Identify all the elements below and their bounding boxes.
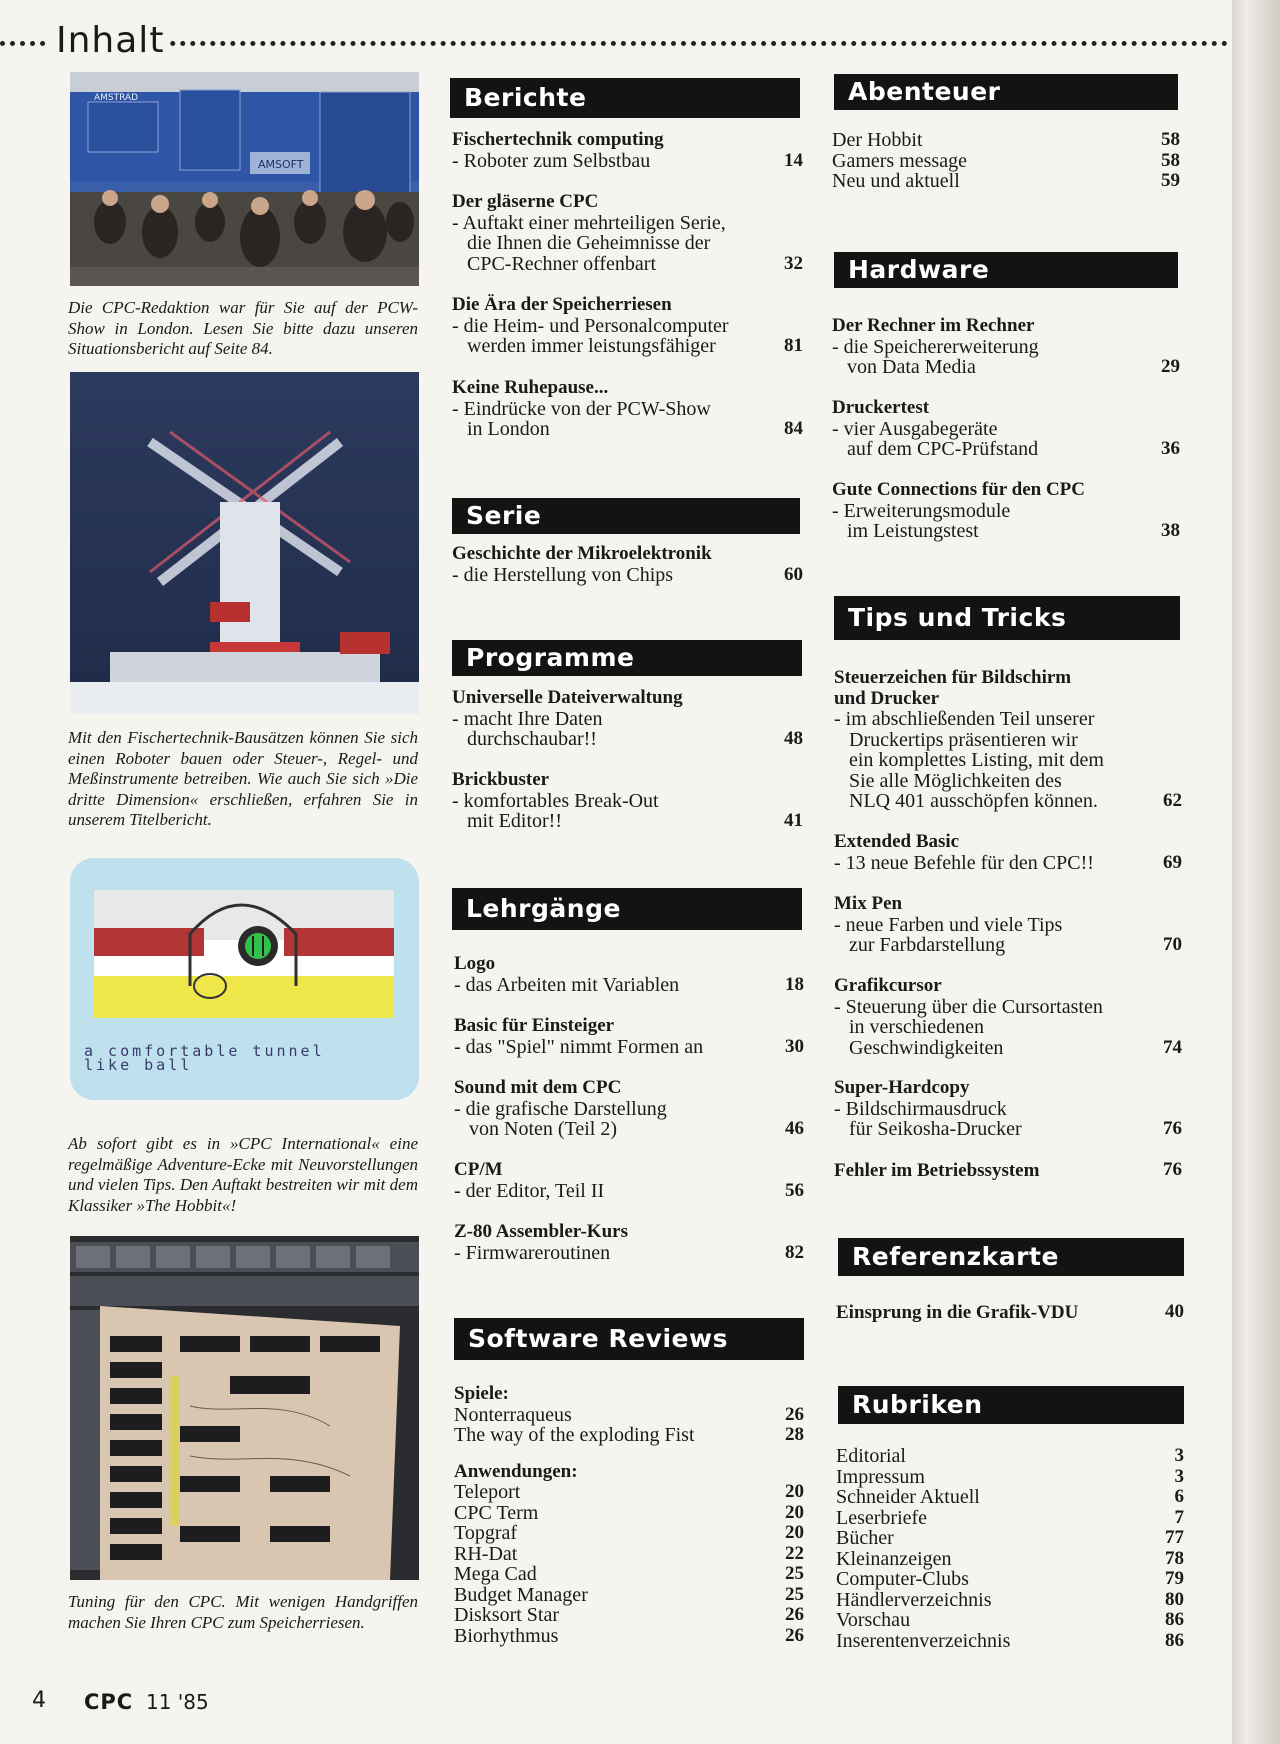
page-number: 26 — [785, 1403, 804, 1425]
photo-memory-board — [70, 1236, 419, 1580]
entry-line: - das Arbeiten mit Variablen — [454, 973, 680, 996]
page-number: 38 — [1161, 520, 1180, 541]
entry-line: auf dem CPC-Prüfstand — [847, 438, 1039, 460]
page-number: 58 — [1161, 149, 1180, 171]
page-number: 60 — [784, 563, 803, 585]
page-number: 41 — [784, 810, 803, 831]
entry-title: Grafikcursor — [834, 975, 942, 996]
footer-magazine-logo: CPC — [84, 1690, 134, 1714]
entry-title: Keine Ruhepause... — [452, 377, 609, 398]
page-number: 22 — [785, 1542, 804, 1564]
page-number: 14 — [784, 149, 803, 171]
entry-line: von Data Media — [847, 356, 976, 378]
footer-issue: 11 '85 — [146, 1690, 209, 1714]
page-title: Inhalt — [50, 20, 170, 61]
entry-line: - Auftakt einer mehrteiligen Serie, — [452, 211, 726, 234]
robot-illustration — [70, 372, 419, 714]
entry-connections — [832, 480, 1180, 542]
item-name: Der Hobbit — [832, 129, 923, 151]
entry-line: - das "Spiel" nimmt Formen an — [454, 1035, 704, 1058]
booth-brand: AMSTRAD — [94, 93, 139, 103]
entry-line: die Ihnen die Geheimnisse der — [467, 232, 711, 254]
item-name: Computer-Clubs — [836, 1568, 969, 1590]
entry-line: - 13 neue Befehle für den CPC!! — [834, 851, 1094, 874]
review-name: Nonterraqueus — [454, 1403, 572, 1426]
entry-title: Universelle Dateiverwaltung — [452, 687, 683, 708]
photo-robot — [70, 372, 419, 714]
screen-line-1: a comfortable tunnel — [84, 1042, 325, 1060]
entry-grafik-vdu — [836, 1302, 1184, 1324]
entry-line: CPC-Rechner offenbart — [467, 252, 657, 275]
page-number: 26 — [785, 1624, 804, 1646]
entry-line: - Eindrücke von der PCW-Show — [452, 397, 711, 420]
page-number: 48 — [784, 728, 803, 749]
entry-line: - die grafische Darstellung — [454, 1097, 667, 1120]
entry-grafikcursor — [834, 976, 1182, 1058]
entry-line: - neue Farben und viele Tips — [834, 913, 1063, 936]
page-number: 79 — [1165, 1568, 1184, 1589]
page-number: 76 — [1163, 1159, 1182, 1180]
page-number: 82 — [785, 1241, 804, 1263]
review-name: Disksort Star — [454, 1604, 559, 1626]
page-number: 86 — [1165, 1629, 1184, 1651]
header-rule — [0, 41, 1228, 46]
entry-fehler — [834, 1160, 1182, 1182]
entry-line: zur Farbdarstellung — [849, 934, 1006, 956]
item-name: Schneider Aktuell — [836, 1486, 980, 1508]
review-name: Biorhythmus — [454, 1624, 559, 1647]
entry-title: Fehler im Betriebssystem — [834, 1160, 1040, 1181]
item-name: Händlerverzeichnis — [836, 1588, 992, 1611]
entry-line: im Leistungstest — [847, 520, 979, 542]
entry-line: Druckertips präsentieren wir — [849, 728, 1078, 751]
entry-druckertest — [832, 398, 1180, 460]
entry-line: ein komplettes Listing, mit dem — [849, 749, 1104, 771]
page-number: 18 — [785, 973, 804, 995]
entry-line: mit Editor!! — [467, 810, 562, 832]
review-name: The way of the exploding Fist — [454, 1424, 695, 1446]
entry-line: - komfortables Break-Out — [452, 789, 659, 812]
entry-line: - der Editor, Teil II — [454, 1179, 605, 1202]
entry-line: NLQ 401 ausschöpfen können. — [849, 790, 1098, 812]
page-number: 30 — [785, 1035, 804, 1057]
entry-speicherriesen — [452, 295, 803, 357]
page-number: 25 — [785, 1563, 804, 1584]
review-name: Topgraf — [454, 1522, 518, 1544]
entry-line: Geschwindigkeiten — [849, 1036, 1004, 1059]
entry-title: CP/M — [454, 1159, 503, 1180]
review-name: Budget Manager — [454, 1583, 588, 1606]
entry-line: - macht Ihre Daten — [452, 707, 603, 730]
entry-line: - Roboter zum Selbstbau — [452, 149, 651, 172]
entry-line: - Erweiterungsmodule — [832, 499, 1011, 522]
entry-rechner-im-rechner — [832, 316, 1180, 378]
page-number: 28 — [785, 1424, 804, 1445]
item-name: Impressum — [836, 1465, 925, 1488]
item-name: Kleinanzeigen — [836, 1547, 952, 1570]
abenteuer-list — [832, 130, 1180, 192]
caption-robot: Mit den Fischertechnik-Bausätzen können Sie sich einen Roboter bauen oder Steuer-, Regel- und Meßinstrumente betreiben. Wie auch Sie sich »Die dritte Dimension« erschließen, erfahren Sie in unserem Titelbericht. — [68, 728, 418, 829]
page-number: 69 — [1163, 851, 1182, 873]
section-referenz-heading: Referenzkarte — [838, 1238, 1184, 1276]
entry-line: - die Speichererweiterung — [832, 335, 1039, 358]
entry-line: - vier Ausgabegeräte — [832, 417, 998, 440]
entry-line: - Firmwareroutinen — [454, 1241, 611, 1264]
page-number: 20 — [785, 1501, 804, 1523]
page-number: 81 — [784, 335, 803, 356]
entry-title: Super-Hardcopy — [834, 1077, 970, 1098]
page-number: 3 — [1174, 1465, 1184, 1487]
entry-line: - Steuerung über die Cursortasten — [834, 995, 1103, 1018]
entry-title: Logo — [454, 953, 496, 974]
item-name: Vorschau — [836, 1609, 911, 1631]
anwendungen-label: Anwendungen: — [454, 1460, 578, 1482]
page-number: 70 — [1163, 934, 1182, 955]
photo-pcw-show — [70, 72, 419, 286]
item-name: Leserbriefe — [836, 1506, 928, 1529]
entry-extended-basic — [834, 832, 1182, 873]
review-name: Teleport — [454, 1481, 521, 1503]
memory-board-illustration — [70, 1236, 419, 1580]
entry-ruhepause — [452, 378, 803, 440]
entry-line: - Bildschirmausdruck — [834, 1097, 1007, 1120]
page-number: 32 — [784, 252, 803, 274]
entry-title: Gute Connections für den CPC — [832, 479, 1085, 500]
item-name: Bücher — [836, 1527, 894, 1549]
entry-mikroelektronik — [452, 544, 803, 585]
entry-line: - im abschließenden Teil unserer — [834, 708, 1095, 730]
section-berichte-heading: Berichte — [450, 78, 800, 118]
section-software-heading: Software Reviews — [454, 1318, 804, 1360]
entry-line: in verschiedenen — [849, 1016, 984, 1038]
entry-sound — [454, 1078, 804, 1140]
entry-basic-einsteiger — [454, 1016, 804, 1057]
entry-fischertechnik — [452, 130, 803, 171]
entry-dateiverwaltung — [452, 688, 803, 750]
entry-line: in London — [467, 418, 550, 440]
booth-sign: AMSOFT — [258, 158, 304, 171]
section-serie-heading: Serie — [452, 498, 800, 534]
entry-title: Die Ära der Speicherriesen — [452, 294, 672, 315]
page-number: 40 — [1165, 1301, 1184, 1322]
page-edge — [1232, 0, 1280, 1744]
entry-glaeserne-cpc — [452, 192, 803, 274]
page-number: 74 — [1163, 1036, 1182, 1058]
section-programme-heading: Programme — [452, 640, 802, 676]
software-list — [454, 1384, 804, 1646]
review-name: Mega Cad — [454, 1563, 537, 1585]
entry-title: Basic für Einsteiger — [454, 1015, 615, 1036]
entry-title: Fischertechnik computing — [452, 129, 664, 150]
entry-mix-pen — [834, 894, 1182, 956]
page-number: 20 — [785, 1481, 804, 1502]
pcw-show-illustration — [70, 72, 419, 286]
spiele-label: Spiele: — [454, 1383, 509, 1404]
entry-line: für Seikosha-Drucker — [849, 1118, 1022, 1140]
page-number: 25 — [785, 1583, 804, 1605]
entry-title: Einsprung in die Grafik-VDU — [836, 1302, 1079, 1323]
item-name: Inserentenverzeichnis — [836, 1629, 1011, 1652]
entry-title: Sound mit dem CPC — [454, 1077, 622, 1098]
entry-super-hardcopy — [834, 1078, 1182, 1140]
caption-memory-board: Tuning für den CPC. Mit wenigen Handgriffen machen Sie Ihren CPC zum Speicherriesen. — [68, 1592, 418, 1632]
page-number: 36 — [1161, 438, 1180, 459]
page-number: 76 — [1163, 1118, 1182, 1139]
entry-logo — [454, 954, 804, 995]
page-number: 62 — [1163, 790, 1182, 811]
entry-title: Steuerzeichen für Bildschirm — [834, 667, 1072, 688]
page-number: 80 — [1165, 1588, 1184, 1610]
page-number: 59 — [1161, 170, 1180, 191]
photo-hobbit-screen — [70, 858, 419, 1100]
entry-title-continued: und Drucker — [834, 687, 940, 709]
rubriken-list — [836, 1446, 1184, 1651]
entry-title: Z-80 Assembler-Kurs — [454, 1221, 628, 1242]
review-name: RH-Dat — [454, 1542, 518, 1565]
page-number: 56 — [785, 1179, 804, 1201]
entry-line: durchschaubar!! — [467, 728, 597, 750]
page-number: 58 — [1161, 129, 1180, 150]
page-number: 20 — [785, 1522, 804, 1543]
section-hardware-heading: Hardware — [834, 252, 1178, 288]
page-number: 78 — [1165, 1547, 1184, 1569]
screen-line-2: like ball — [84, 1056, 193, 1074]
entry-line: Sie alle Möglichkeiten des — [849, 769, 1062, 792]
footer-page-number: 4 — [32, 1688, 46, 1713]
page-number: 77 — [1165, 1527, 1184, 1548]
entry-title: Geschichte der Mikroelektronik — [452, 543, 712, 564]
item-name: Gamers message — [832, 149, 967, 172]
entry-line: - die Heim- und Personalcomputer — [452, 314, 729, 337]
hobbit-screen-illustration — [70, 858, 419, 1100]
caption-hobbit: Ab sofort gibt es in »CPC International« eine regelmäßige Adventure-Ecke mit Neuvorstellungen und vielen Tips. Den Auftakt bestreiten wir mit dem Klassiker »The Hobbit«! — [68, 1134, 418, 1215]
page-number: 26 — [785, 1604, 804, 1625]
section-lehrgaenge-heading: Lehrgänge — [452, 888, 802, 930]
page-number: 86 — [1165, 1609, 1184, 1630]
page-number: 46 — [785, 1118, 804, 1139]
section-abenteuer-heading: Abenteuer — [834, 74, 1178, 110]
entry-steuerzeichen — [834, 668, 1182, 812]
caption-pcw-show: Die CPC-Redaktion war für Sie auf der PCW-Show in London. Lesen Sie bitte dazu unseren Situationsbericht auf Seite 84. — [68, 298, 418, 358]
page-number: 29 — [1161, 356, 1180, 377]
entry-line: - die Herstellung von Chips — [452, 563, 674, 586]
page-number: 7 — [1174, 1506, 1184, 1528]
section-rubriken-heading: Rubriken — [838, 1386, 1184, 1424]
entry-line: von Noten (Teil 2) — [469, 1118, 618, 1140]
entry-line: werden immer leistungsfähiger — [467, 335, 716, 357]
item-name: Neu und aktuell — [832, 170, 960, 192]
section-tips-heading: Tips und Tricks — [834, 596, 1180, 640]
entry-title: Mix Pen — [834, 893, 903, 914]
page-number: 3 — [1174, 1445, 1184, 1466]
review-name: CPC Term — [454, 1501, 539, 1524]
entry-cpm — [454, 1160, 804, 1201]
entry-title: Druckertest — [832, 397, 930, 418]
entry-z80 — [454, 1222, 804, 1263]
item-name: Editorial — [836, 1445, 906, 1467]
entry-title: Extended Basic — [834, 831, 960, 852]
page-number: 84 — [784, 418, 803, 439]
entry-title: Der Rechner im Rechner — [832, 315, 1035, 336]
entry-brickbuster — [452, 770, 803, 832]
page-number: 6 — [1174, 1486, 1184, 1507]
entry-title: Brickbuster — [452, 769, 550, 790]
entry-title: Der gläserne CPC — [452, 191, 599, 212]
